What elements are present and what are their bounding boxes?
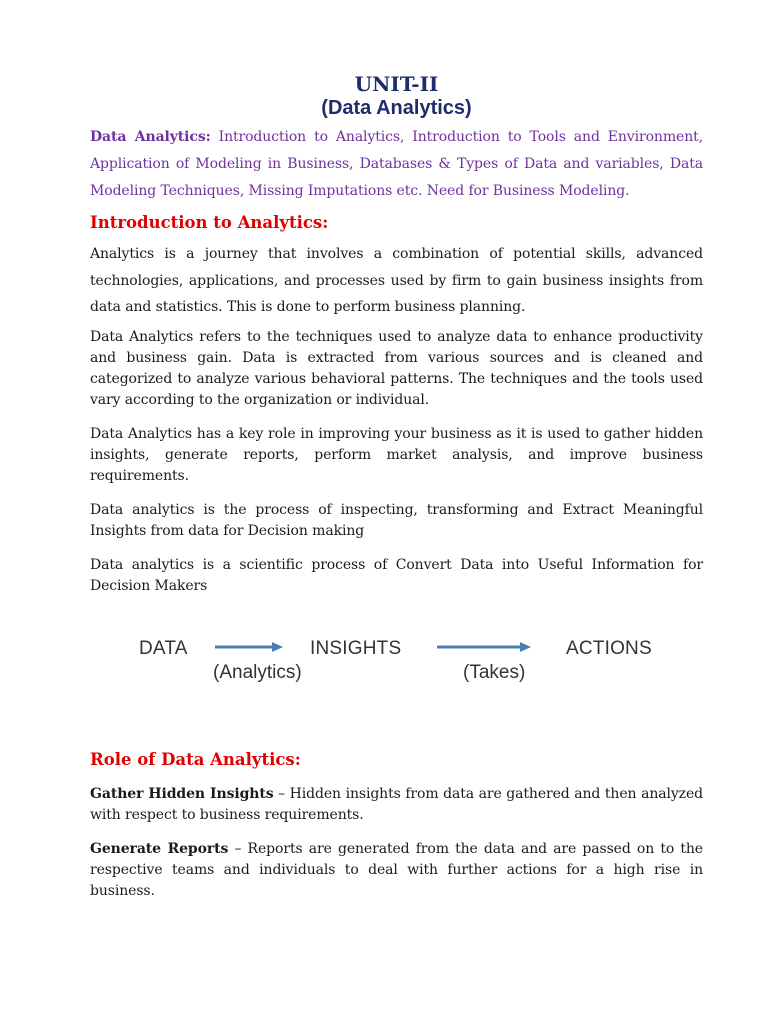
role-heading: Role of Data Analytics: — [90, 749, 301, 769]
unit-title: UNIT-II — [354, 72, 439, 96]
role-item-text: – Hidden insights from data are gathered and then analyzed with respect to business requirements. — [90, 785, 703, 823]
role-item-text: – Reports are generated from the data and are passed on to the respective teams and individuals to deal with further actions for a high rise in business. — [90, 840, 703, 899]
intro-heading: Introduction to Analytics: — [90, 213, 329, 232]
flow-step-insights: INSIGHTS — [310, 637, 402, 659]
syllabus-lead: Data Analytics: — [90, 129, 211, 145]
flow-label-takes: (Takes) — [463, 661, 526, 683]
role-item-title: Gather Hidden Insights — [90, 785, 274, 802]
intro-paragraph-4: Data analytics is the process of inspecting, transforming and Extract Meaningful Insights from data for Decision making — [90, 501, 703, 539]
arrow-right-icon — [214, 640, 284, 654]
flow-label-analytics: (Analytics) — [213, 661, 302, 683]
role-item-reports — [90, 839, 703, 902]
flow-diagram — [90, 626, 703, 746]
role-item-gather — [90, 784, 703, 826]
intro-paragraph-1: Analytics is a journey that involves a combination of potential skills, advanced technologies, applications, and processes used by firm to gain business insights from data and statistics. This is done to perform business planning. — [90, 246, 703, 315]
arrow-right-icon — [436, 640, 532, 654]
flow-step-actions: ACTIONS — [566, 637, 652, 659]
subject-title: (Data Analytics) — [321, 97, 472, 119]
syllabus-paragraph — [90, 124, 703, 205]
syllabus-text: Introduction to Analytics, Introduction to Tools and Environment, Application of Modeling in Business, Databases & Types of Data and variables, Data Modeling Techniques, Missing Imputations etc. Need for Business Modeling. — [90, 129, 703, 199]
intro-paragraph-5: Data analytics is a scientific process of Convert Data into Useful Information for Decision Makers — [90, 556, 703, 594]
intro-paragraph-3: Data Analytics has a key role in improving your business as it is used to gather hidden insights, generate reports, perform market analysis, and improve business requirements. — [90, 425, 703, 484]
role-item-title: Generate Reports — [90, 840, 229, 857]
intro-paragraph-2: Data Analytics refers to the techniques used to analyze data to enhance productivity and business gain. Data is extracted from various sources and is cleaned and categorized to analyze various behavioral patterns. The techniques and the tools used vary according to the organization or individual. — [90, 328, 703, 408]
flow-step-data: DATA — [139, 637, 188, 659]
document-page — [90, 72, 703, 915]
